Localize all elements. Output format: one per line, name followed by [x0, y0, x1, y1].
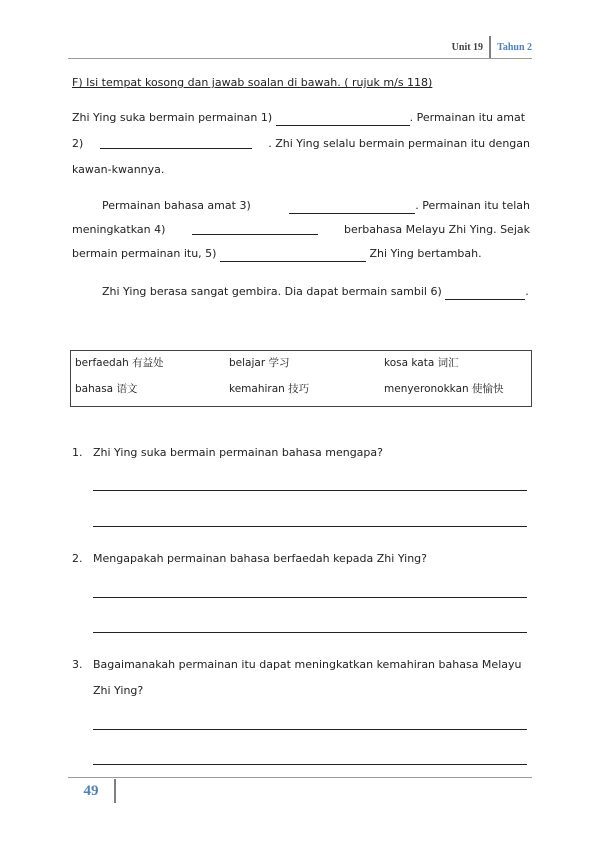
passage-text: Zhi Ying suka bermain permainan 1) — [72, 111, 273, 124]
blank-3[interactable] — [289, 201, 415, 214]
word-bank-item: belajar 学习 — [229, 357, 290, 369]
passage-line — [72, 222, 530, 238]
passage-text: Permainan bahasa amat 3) — [102, 199, 251, 212]
answer-line[interactable] — [93, 729, 527, 730]
word-bank-item: kemahiran 技巧 — [229, 383, 310, 395]
passage-line — [72, 110, 530, 126]
header-rule — [68, 58, 532, 59]
passage-text: 2) — [72, 137, 84, 150]
word-bank-item: berfaedah 有益处 — [75, 357, 164, 369]
passage-text: . Zhi Ying selalu bermain permainan itu dengan — [268, 137, 530, 150]
blank-5[interactable] — [220, 249, 366, 262]
passage-text: bermain permainan itu, 5) — [72, 247, 217, 260]
passage-line — [102, 284, 560, 300]
passage-text: . — [525, 285, 529, 298]
passage-text: Zhi Ying berasa sangat gembira. Dia dapat bermain sambil 6) — [102, 285, 442, 298]
passage-text: Zhi Ying bertambah. — [369, 247, 482, 260]
footer-rule — [68, 777, 532, 778]
question-text: Zhi Ying? — [93, 684, 144, 697]
year-label: Tahun 2 — [497, 41, 532, 53]
footer-divider — [114, 779, 116, 803]
passage-text: berbahasa Melayu Zhi Ying. Sejak — [343, 223, 530, 236]
blank-4[interactable] — [192, 222, 318, 235]
question-text: Mengapakah permainan bahasa berfaedah kepada Zhi Ying? — [93, 552, 428, 565]
question-number: 2. — [72, 552, 83, 565]
passage-text: meningkatkan 4) — [72, 223, 166, 236]
answer-line[interactable] — [93, 632, 527, 633]
question-number: 1. — [72, 446, 83, 459]
question-text: Zhi Ying suka bermain permainan bahasa mengapa? — [93, 446, 383, 459]
passage-line — [72, 162, 530, 178]
answer-line[interactable] — [93, 490, 527, 491]
answer-line[interactable] — [93, 764, 527, 765]
passage-line — [102, 198, 530, 214]
instruction-heading: F) Isi tempat kosong dan jawab soalan di bawah. ( rujuk m/s 118) — [72, 76, 433, 89]
blank-1[interactable] — [276, 113, 410, 126]
page-number: 49 — [83, 782, 99, 799]
word-bank-item: kosa kata 词汇 — [384, 357, 459, 369]
page-header — [452, 36, 532, 58]
word-bank — [70, 350, 532, 407]
unit-label: Unit 19 — [451, 41, 484, 53]
passage-text: . Permainan itu amat — [409, 111, 526, 124]
passage-text: . Permainan itu telah — [415, 199, 530, 212]
word-bank-item: bahasa 语文 — [75, 383, 138, 395]
passage-line — [72, 136, 530, 152]
answer-line[interactable] — [93, 597, 527, 598]
word-bank-item: menyeronokkan 使愉快 — [384, 383, 504, 395]
blank-2[interactable] — [100, 136, 252, 149]
passage-line — [72, 246, 530, 262]
question-text: Bagaimanakah permainan itu dapat meningkatkan kemahiran bahasa Melayu — [93, 658, 522, 671]
passage-text: kawan-kwannya. — [72, 163, 165, 176]
answer-line[interactable] — [93, 526, 527, 527]
question-number: 3. — [72, 658, 83, 671]
blank-6[interactable] — [445, 287, 525, 300]
page-footer — [68, 779, 116, 803]
